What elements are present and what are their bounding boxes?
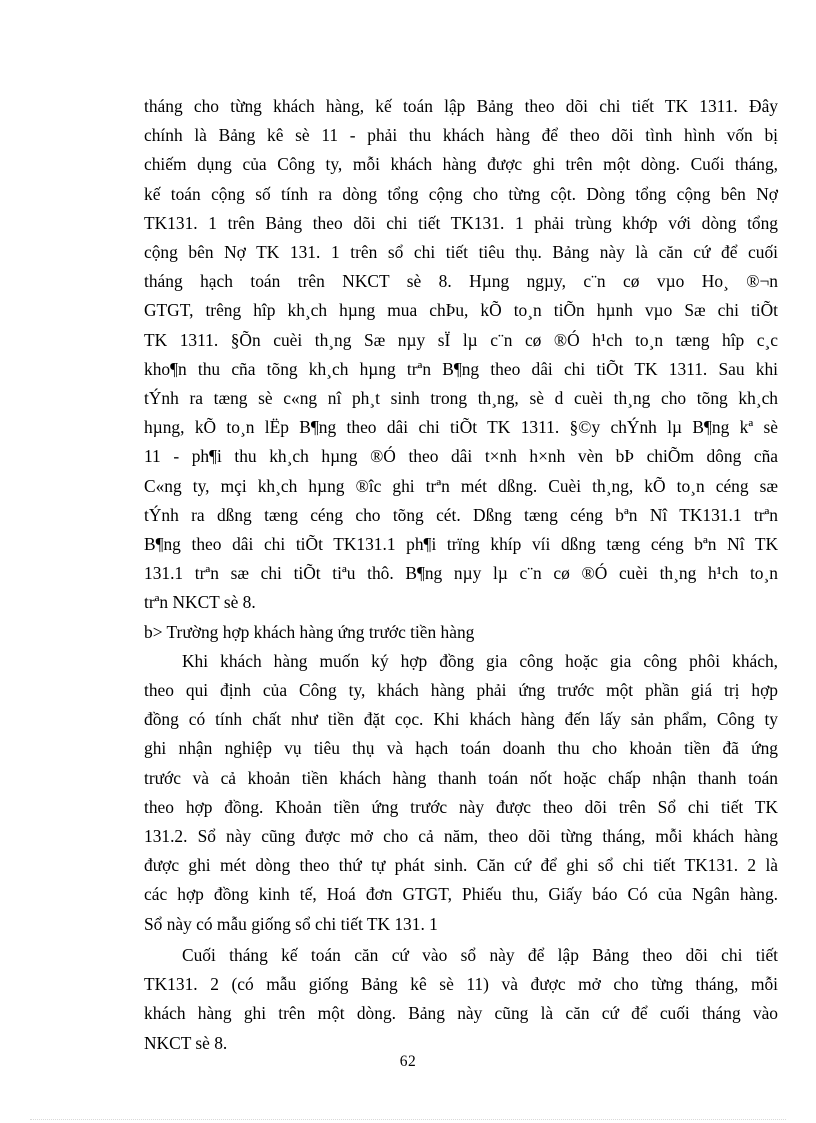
text-line: chính là Bảng kê sè 11 - phải thu khách hàng để theo dõi tình hình vốn bị — [144, 125, 778, 146]
body-text — [144, 92, 778, 1058]
page-number: 62 — [399, 1053, 417, 1070]
text-line: chiếm dụng của Công ty, mỗi khách hàng được ghi trên một dòng. Cuối tháng, — [144, 154, 778, 175]
text-line: theo qui định của Công ty, khách hàng phải ứng trước một phần giá trị hợp — [144, 680, 778, 701]
text-line: các hợp đồng kinh tế, Hoá đơn GTGT, Phiếu thu, Giấy báo Có của Ngân hàng. — [144, 884, 778, 905]
paragraph-1 — [144, 92, 778, 618]
text-line: cộng bên Nợ TK 131. 1 trên sổ chi tiết tiêu thụ. Bảng này là căn cứ để cuối — [144, 242, 778, 263]
section-heading-b — [144, 618, 778, 647]
text-line: được ghi mét dòng theo thứ tự phát sinh. Căn cứ để ghi sổ chi tiết TK131. 2 là — [144, 855, 778, 876]
text-line: C«ng ty, mçi kh¸ch hµng ®îc ghi trªn mét dßng. Cuèi th¸ng, kÕ to¸n céng sæ — [144, 475, 778, 496]
text-line: theo hợp đồng. Khoản tiền ứng trước này được theo dõi trên Sổ chi tiết TK — [144, 796, 778, 817]
text-line: tÝnh ra tæng sè c«ng nî ph¸t sinh trong th¸ng, sè d cuèi th¸ng cho tõng kh¸ch — [144, 388, 778, 409]
text-line: trªn NKCT sè 8. — [144, 592, 256, 613]
paragraph-3 — [144, 941, 778, 1058]
text-line: khách hàng ghi trên một dòng. Bảng này cũng là căn cứ để cuối tháng vào — [144, 1003, 778, 1024]
text-line: tÝnh ra dßng tæng céng cho tõng cét. Dßng tæng céng bªn Nî TK131.1 trªn — [144, 504, 778, 525]
page-bottom-divider — [30, 1119, 786, 1120]
text-line: kho¶n thu cña tõng kh¸ch hµng trªn B¶ng theo dâi chi tiÕt TK 1311. Sau khi — [144, 358, 778, 379]
text-line: 131.2. Sổ này cũng được mở cho cả năm, theo dõi từng tháng, mỗi khách hàng — [144, 826, 778, 847]
text-line: Sổ này có mẫu giống sổ chi tiết TK 131. 1 — [144, 913, 438, 934]
text-line: TK 1311. §Õn cuèi th¸ng Sæ nµy sÏ lµ c¨n cø ®Ó h¹ch to¸n tæng hîp c¸c — [144, 329, 778, 350]
text-line: hµng, kÕ to¸n lËp B¶ng theo dâi chi tiÕt TK 1311. §©y chÝnh lµ B¶ng kª sè — [144, 417, 778, 438]
text-line: 131.1 trªn sæ chi tiÕt tiªu thô. B¶ng nµy lµ c¨n cø ®Ó cuèi th¸ng h¹ch to¸n — [144, 563, 778, 584]
text-line: ghi nhận nghiệp vụ tiêu thụ và hạch toán doanh thu cho khoản tiền đã ứng — [144, 738, 778, 759]
heading-text: b> Trường hợp khách hàng ứng trước tiền hàng — [144, 621, 475, 642]
text-line: đồng có tính chất như tiền đặt cọc. Khi khách hàng đến lấy sản phẩm, Công ty — [144, 709, 778, 730]
text-line: trước và cả khoản tiền khách hàng thanh toán nốt hoặc chấp nhận thanh toán — [144, 767, 778, 788]
text-line: tháng hạch toán trên NKCT sè 8. Hµng ngµy, c¨n cø vµo Ho¸ ®¬n — [144, 271, 778, 292]
text-line: Khi khách hàng muốn ký hợp đồng gia công hoặc gia công phôi khách, — [182, 650, 778, 671]
text-line: TK131. 2 (có mẫu giống Bảng kê sè 11) và được mở cho từng tháng, mỗi — [144, 974, 778, 995]
text-line: NKCT sè 8. — [144, 1032, 228, 1053]
text-line: Cuối tháng kế toán căn cứ vào sổ này để lập Bảng theo dõi chi tiết — [182, 944, 778, 965]
text-line: TK131. 1 trên Bảng theo dõi chi tiết TK131. 1 phải trùng khớp với dòng tổng — [144, 212, 778, 233]
paragraph-2 — [144, 647, 778, 939]
text-line: kế toán cộng số tính ra dòng tổng cộng cho từng cột. Dòng tổng cộng bên Nợ — [144, 183, 778, 204]
text-line: B¶ng theo dâi chi tiÕt TK131.1 ph¶i trïng khíp víi dßng tæng céng bªn Nî TK — [144, 534, 778, 555]
text-line: 11 - ph¶i thu kh¸ch hµng ®Ó theo dâi t×nh h×nh vèn bÞ chiÕm dông cña — [144, 446, 778, 467]
text-line: tháng cho từng khách hàng, kế toán lập Bảng theo dõi chi tiết TK 1311. Đây — [144, 96, 778, 116]
text-line: GTGT, trêng hîp kh¸ch hµng mua chÞu, kÕ to¸n tiÕn hµnh vµo Sæ chi tiÕt — [144, 300, 778, 321]
